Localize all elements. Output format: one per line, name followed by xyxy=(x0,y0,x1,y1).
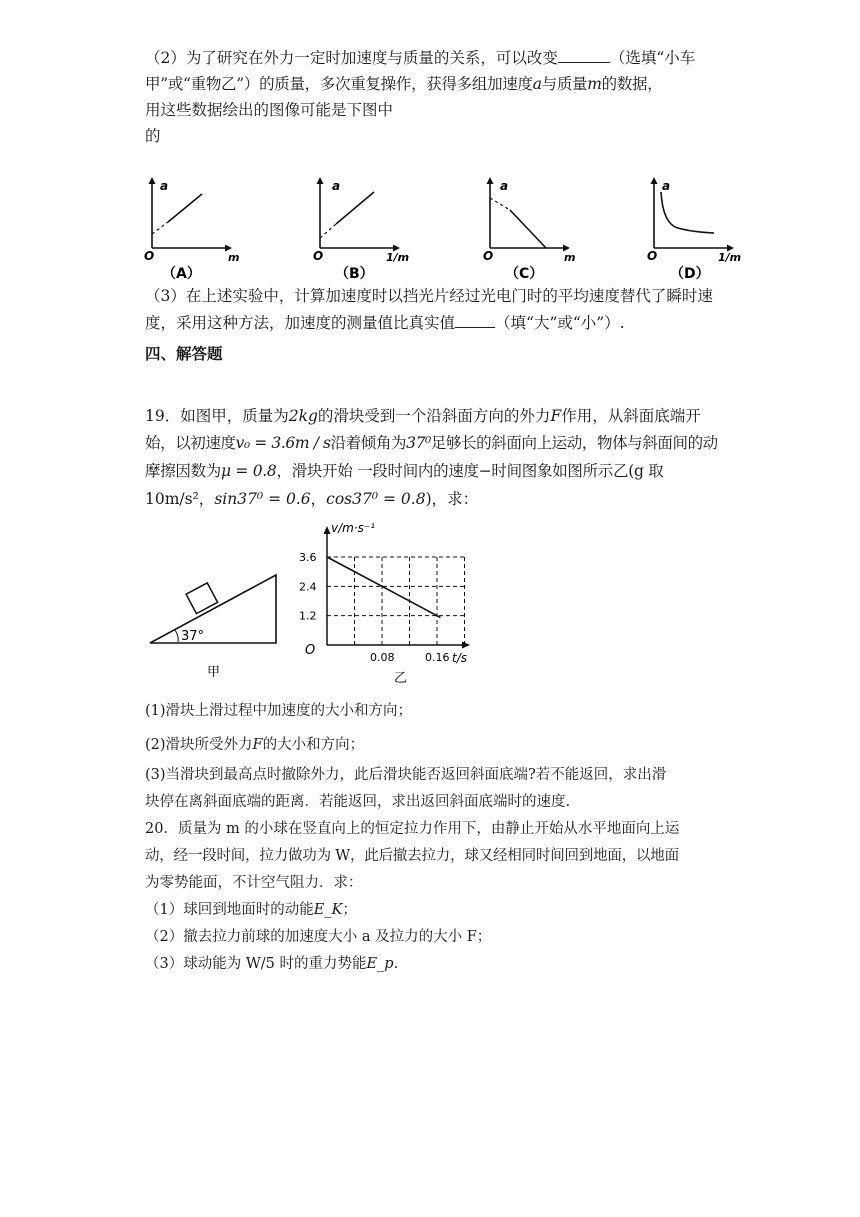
angle-label: 37° xyxy=(181,629,205,644)
q19-text: 摩擦因数为 xyxy=(145,462,222,480)
q19-text: 作用，从斜面底端开 xyxy=(561,407,701,425)
q19-cos: cos37⁰ = 0.8 xyxy=(326,490,426,508)
q18-part2-line3: 用这些数据绘出的图像可能是下图中 xyxy=(145,101,394,119)
q19-text: (2)滑块所受外力 xyxy=(145,737,253,753)
graph-c-y-label: a xyxy=(500,179,509,193)
q18-part2-line4: 的 xyxy=(145,127,161,145)
q20-sub2: （2）撤去拉力前球的加速度大小 a 及拉力的大小 F； xyxy=(145,929,492,945)
vt-series xyxy=(327,557,440,618)
caption-d: （D） xyxy=(670,266,710,282)
q20-text: （3）球动能为 W/5 时的重力势能 xyxy=(145,956,367,972)
section-title: 四、解答题 xyxy=(145,344,223,363)
q19-mass: 2kg xyxy=(288,407,318,425)
q19-text: 10m/s²， xyxy=(145,490,215,508)
var-m: m xyxy=(587,75,602,93)
q19-text: 足够长的斜面向上运动，物体与斜面间的动 xyxy=(430,434,718,452)
figure-jia-incline xyxy=(145,570,280,685)
q19-text: 的滑块受到一个沿斜面方向的外力 xyxy=(317,407,551,425)
var-F: F xyxy=(550,407,562,425)
vt-ticks xyxy=(299,551,450,664)
answer-blank xyxy=(558,46,610,63)
graph-b xyxy=(308,172,413,262)
q18-text: （选填“小车 xyxy=(609,49,696,67)
graph-a-origin: O xyxy=(144,249,155,262)
q19-sub3-line1: (3)当滑块到最高点时撤除外力，此后滑块能否返回斜面底端?若不能返回，求出滑 xyxy=(145,767,667,783)
q18-part2-line1 xyxy=(145,45,725,71)
q20-text: ； xyxy=(342,902,357,918)
graph-d xyxy=(642,172,747,262)
q20-line2: 动，经一段时间，拉力做功为 W，此后撤去拉力，球又经相同时间回到地面，以地面 xyxy=(145,848,679,864)
vt-x-tick-label: 0.08 xyxy=(370,651,395,664)
graph-c xyxy=(478,172,583,262)
q19-sin: sin37⁰ = 0.6 xyxy=(214,490,311,508)
q20-text: . xyxy=(393,956,399,972)
q20-line1: 20．质量为 m 的小球在竖直向上的恒定拉力作用下，由静止开始从水平地面向上运 xyxy=(145,821,680,837)
fig-jia-caption: 甲 xyxy=(207,665,221,680)
q18-text: （2）为了研究在外力一定时加速度与质量的关系，可以改变 xyxy=(145,49,558,67)
q18-part3-line2 xyxy=(145,310,725,336)
q20-text: （1）球回到地面时的动能 xyxy=(145,902,314,918)
vt-origin: O xyxy=(305,643,316,658)
q19-line4 xyxy=(145,486,725,512)
q19-text: 沿着倾角为 xyxy=(330,434,407,452)
graph-b-x-label: 1/m xyxy=(386,251,410,262)
graph-b-origin: O xyxy=(313,249,324,262)
var-ep: E_p xyxy=(366,956,394,972)
q19-mu: μ = 0.8 xyxy=(221,462,277,480)
vt-grid xyxy=(327,557,465,645)
q19-text: )，求： xyxy=(425,490,479,508)
graph-c-x-label: m xyxy=(564,251,576,262)
vt-y-tick-label: 2.4 xyxy=(299,580,317,594)
caption-b: （B） xyxy=(335,266,374,282)
q19-angle: 37⁰ xyxy=(406,434,431,452)
vt-x-tick-label: 0.16 xyxy=(425,651,450,664)
graph-b-y-label: a xyxy=(332,179,341,193)
caption-c: （C） xyxy=(505,266,544,282)
graph-c-origin: O xyxy=(483,249,494,262)
q19-line2 xyxy=(145,430,725,456)
q19-sub3-line2: 块停在离斜面底端的距离．若能返回，求出返回斜面底端时的速度. xyxy=(145,794,571,810)
graph-a xyxy=(140,172,240,262)
graph-d-origin: O xyxy=(647,249,658,262)
graph-a-x-label: m xyxy=(228,251,240,262)
vt-x-axis-label: t/s xyxy=(452,651,467,665)
q19-sub2 xyxy=(145,733,725,757)
q18-part2-line2 xyxy=(145,71,725,97)
q19-text: ， xyxy=(310,490,327,508)
q18-text: 甲”或“重物乙”）的质量，多次重复操作，获得多组加速度 xyxy=(145,75,533,93)
vt-series-line xyxy=(327,557,440,618)
vt-y-tick-label: 1.2 xyxy=(299,609,317,623)
q18-text: 与质量 xyxy=(541,75,588,93)
vt-y-tick-label: 3.6 xyxy=(299,551,317,564)
var-ek: E_K xyxy=(313,902,343,918)
q19-text: 的大小和方向； xyxy=(262,737,365,753)
var-a: a xyxy=(532,75,542,93)
q19-text: 19．如图甲，质量为 xyxy=(145,407,289,425)
q19-text: 始，以初速度 xyxy=(145,434,236,452)
var-F: F xyxy=(252,737,263,753)
caption-a: （A） xyxy=(162,266,201,282)
q18-text: 的数据， xyxy=(601,75,663,93)
q19-line1 xyxy=(145,403,725,429)
q20-sub1 xyxy=(145,898,725,922)
q19-v0: v₀ = 3.6m / s xyxy=(235,434,331,452)
vt-y-axis-label: v/m·s⁻¹ xyxy=(331,521,376,535)
q19-line3 xyxy=(145,458,725,484)
graph-a-y-label: a xyxy=(160,179,169,193)
answer-blank xyxy=(455,311,495,328)
q20-line3: 为零势能面，不计空气阻力．求： xyxy=(145,875,363,891)
q18-text: （填“大”或“小”）. xyxy=(495,314,625,332)
q18-text: 度，采用这种方法，加速度的测量值比真实值 xyxy=(145,314,456,332)
fig-yi-caption: 乙 xyxy=(394,671,408,686)
graph-d-y-label: a xyxy=(662,179,671,193)
q19-text: ，滑块开始 一段时间内的速度−时间图象如图所示乙(g 取 xyxy=(276,462,664,480)
q20-sub3 xyxy=(145,952,725,976)
q18-part3-line1: （3）在上述实验中，计算加速度时以挡光片经过光电门时的平均速度替代了瞬时速 xyxy=(145,287,713,305)
q19-sub1: (1)滑块上滑过程中加速度的大小和方向； xyxy=(145,703,413,719)
graph-captions xyxy=(140,262,760,284)
graph-d-x-label: 1/m xyxy=(718,251,742,262)
figure-yi-vt-graph xyxy=(297,516,482,686)
